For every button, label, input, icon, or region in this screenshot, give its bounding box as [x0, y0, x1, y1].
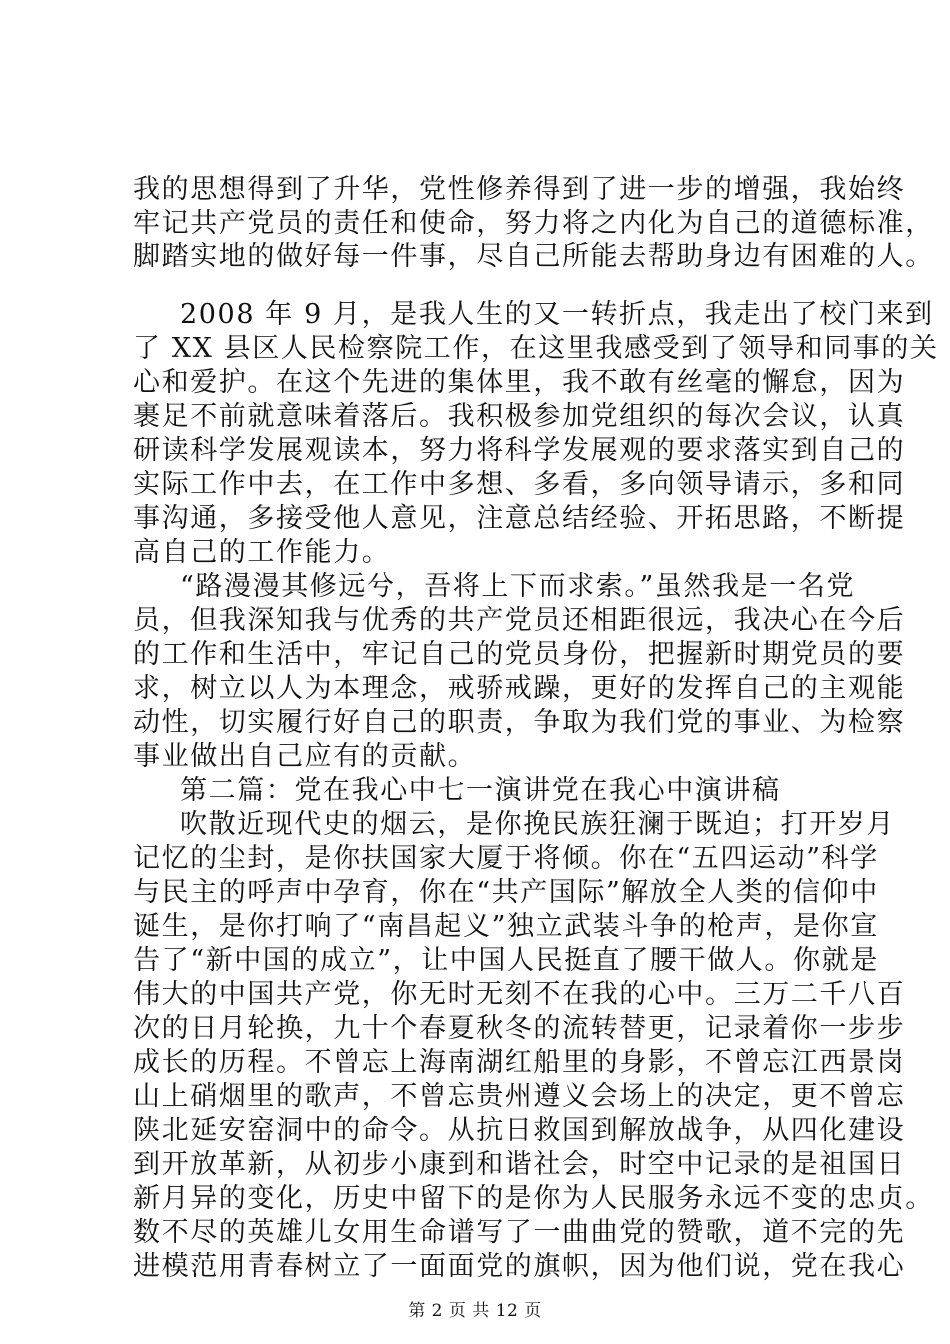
paragraph-4-line: 次的日月轮换，九十个春夏秋冬的流转替更，记录着你一步步: [133, 1013, 906, 1044]
paragraph-2-line: 2008 年 9 月，是我人生的又一转折点，我走出了校门来到: [180, 299, 934, 330]
paragraph-3-line: 求，树立以人为本理念，戒骄戒躁，更好的发挥自己的主观能: [133, 673, 906, 704]
paragraph-3-line: 的工作和生活中，牢记自己的党员身份，把握新时期党员的要: [133, 639, 906, 670]
paragraph-1-line: 我的思想得到了升华，党性修养得到了进一步的增强，我始终: [133, 174, 906, 205]
paragraph-1-line: 脚踏实地的做好每一件事，尽自己所能去帮助身边有困难的人。: [133, 241, 934, 272]
paragraph-4-line: 陕北延安窑洞中的命令。从抗日救国到解放战争，从四化建设: [133, 1115, 906, 1146]
paragraph-3-line: 事业做出自己应有的贡献。: [133, 741, 477, 772]
paragraph-4-line: 山上硝烟里的歌声，不曾忘贵州遵义会场上的决定，更不曾忘: [133, 1081, 906, 1112]
paragraph-2-line: 心和爱护。在这个先进的集体里，我不敢有丝毫的懈怠，因为: [133, 367, 906, 398]
paragraph-3-line: 动性，切实履行好自己的职责，争取为我们党的事业、为检察: [133, 707, 906, 738]
paragraph-2-line: 了 XX 县区人民检察院工作，在这里我感受到了领导和同事的关: [133, 333, 939, 364]
paragraph-4-line: 与民主的呼声中孕育，你在“共产国际”解放全人类的信仰中: [133, 877, 879, 908]
paragraph-2-line: 裹足不前就意味着落后。我积极参加党组织的每次会议，认真: [133, 401, 906, 432]
paragraph-4-line: 进模范用青春树立了一面面党的旗帜，因为他们说，党在我心: [133, 1251, 906, 1282]
paragraph-2-line: 实际工作中去，在工作中多想、多看，多向领导请示，多和同: [133, 469, 906, 500]
paragraph-1-line: 牢记共产党员的责任和使命，努力将之内化为自己的道德标准，: [133, 208, 934, 239]
paragraph-4-line: 伟大的中国共产党，你无时无刻不在我的心中。三万二千八百: [133, 979, 906, 1010]
paragraph-2-line: 事沟通，多接受他人意见，注意总结经验、开拓思路，不断提: [133, 503, 906, 534]
paragraph-2-line: 研读科学发展观读本，努力将科学发展观的要求落实到自己的: [133, 435, 906, 466]
paragraph-4-line: 到开放革新，从初步小康到和谐社会，时空中记录的是祖国日: [133, 1149, 906, 1180]
paragraph-4-line: 诞生，是你打响了“南昌起义”独立武装斗争的枪声，是你宣: [133, 911, 879, 942]
paragraph-4-line: 数不尽的英雄儿女用生命谱写了一曲曲党的赞歌，道不完的先: [133, 1217, 906, 1248]
paragraph-4-line: 吹散近现代史的烟云，是你挽民族狂澜于既迫；打开岁月: [180, 809, 895, 840]
section-heading: 第二篇：党在我心中七一演讲党在我心中演讲稿: [180, 775, 781, 806]
paragraph-3-line: “路漫漫其修远兮，吾将上下而求索。”虽然我是一名党: [180, 571, 856, 602]
paragraph-4-line: 告了“新中国的成立”，让中国人民挺直了腰干做人。你就是: [133, 945, 879, 976]
paragraph-2-line: 高自己的工作能力。: [133, 537, 391, 568]
page-number-footer: 第 2 页 共 12 页: [408, 1301, 542, 1321]
paragraph-4-line: 新月异的变化，历史中留下的是你为人民服务永远不变的忠贞。: [133, 1183, 934, 1214]
paragraph-4-line: 记忆的尘封，是你扶国家大厦于将倾。你在“五四运动”科学: [133, 843, 879, 874]
paragraph-3-line: 员，但我深知我与优秀的共产党员还相距很远，我决心在今后: [133, 605, 906, 636]
paragraph-4-line: 成长的历程。不曾忘上海南湖红船里的身影，不曾忘江西景岗: [133, 1047, 906, 1078]
